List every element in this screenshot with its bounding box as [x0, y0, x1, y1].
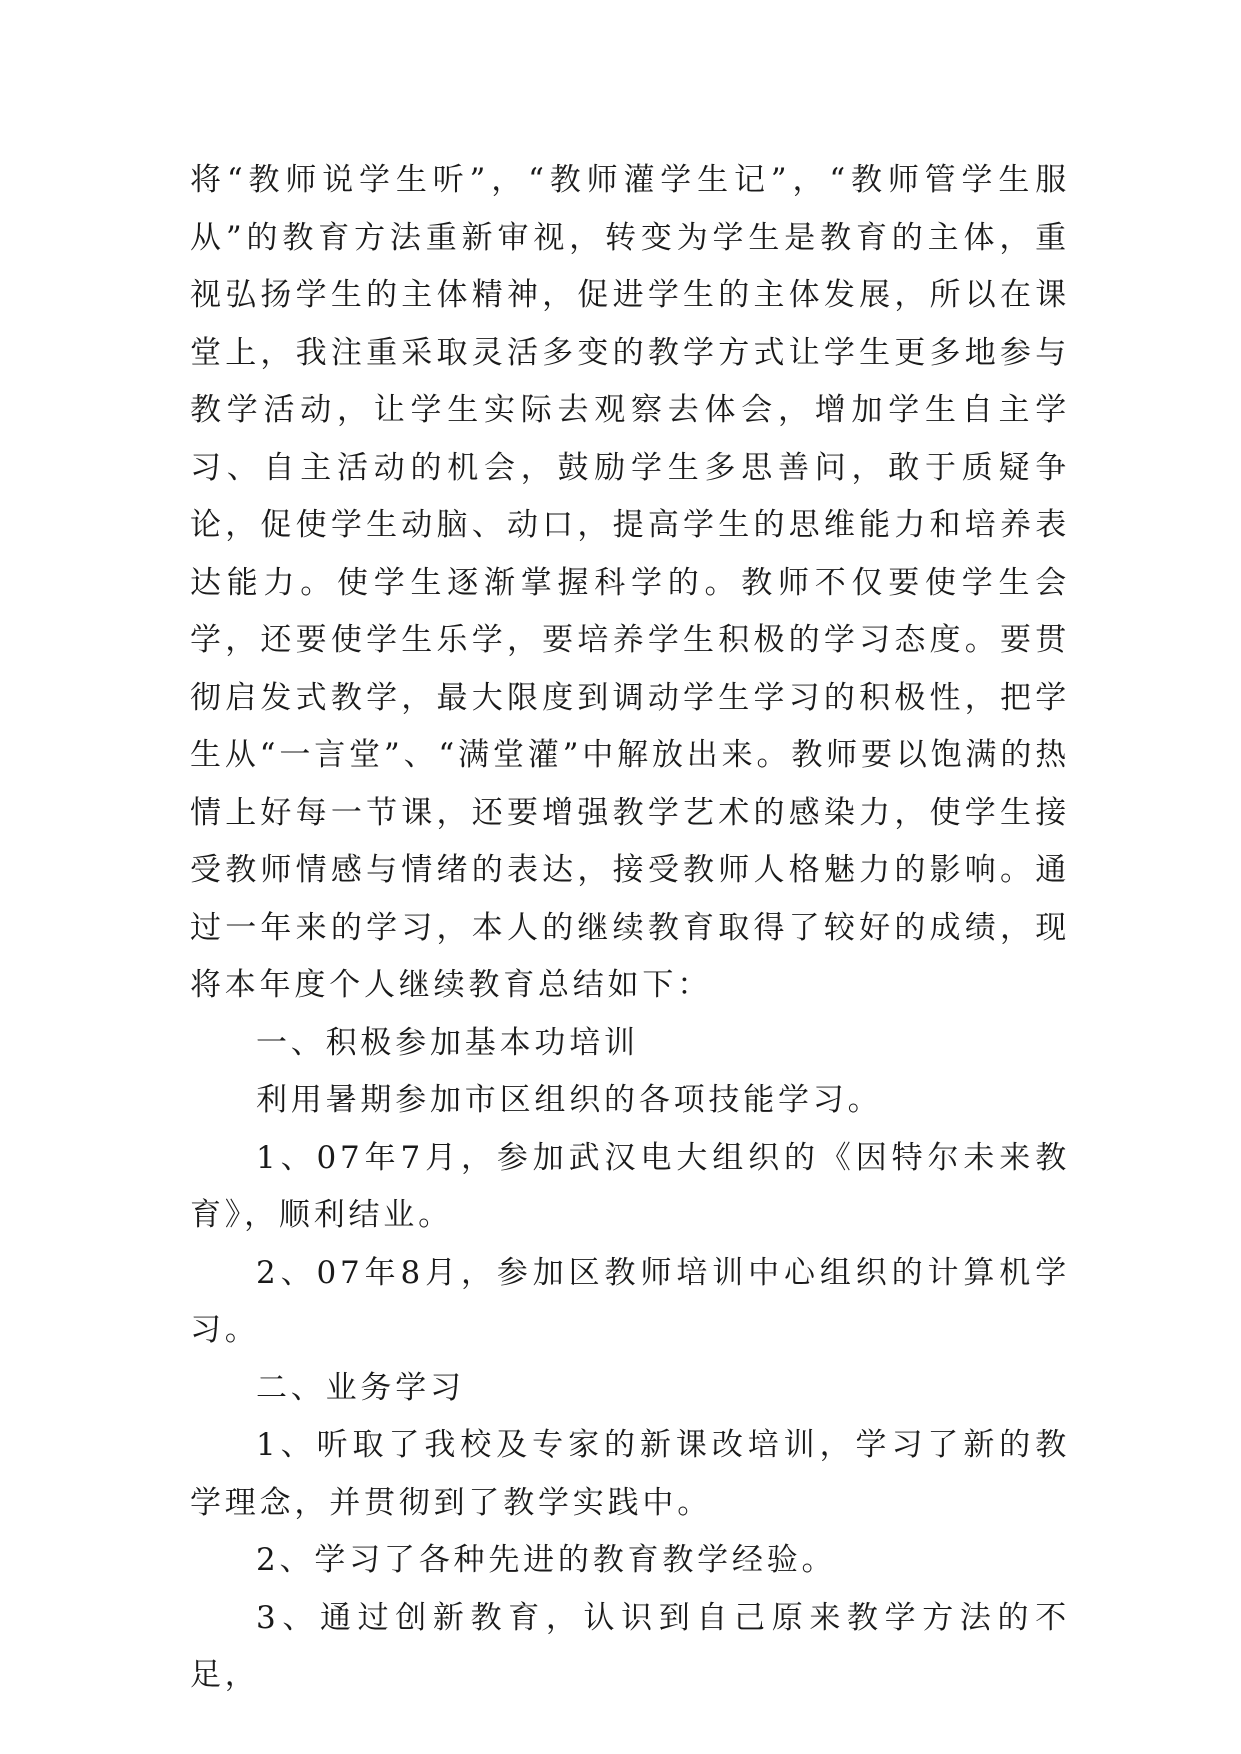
list-item: 1、07年7月，参加武汉电大组织的《因特尔未来教育》，顺利结业。	[190, 1139, 1070, 1233]
list-item: 1、听取了我校及专家的新课改培训，学习了新的教学理念，并贯彻到了教学实践中。	[190, 1427, 1070, 1521]
list-item: 3、通过创新教育，认识到自己原来教学方法的不足，	[190, 1599, 1070, 1693]
section-heading-basic-skills: 一、积极参加基本功培训	[256, 1024, 639, 1061]
body-paragraph: 利用暑期参加市区组织的各项技能学习。	[256, 1082, 883, 1118]
document-page	[190, 152, 1070, 1705]
list-item: 2、07年8月，参加区教师培训中心组织的计算机学习。	[190, 1254, 1070, 1348]
body-paragraph: 将“教师说学生听”，“教师灌学生记”，“教师管学生服从”的教育方法重新审视，转变为学生是教育的主体，重视弘扬学生的主体精神，促进学生的主体发展，所以在课堂上，我注重采取灵活多变的教学方式让学生更多地参与教学活动，让学生实际去观察去体会，增加学生自主学习、自主活动的机会，鼓励学生多思善问，敢于质疑争论，促使学生动脑、动口，提高学生的思维能力和培养表达能力。使学生逐渐掌握科学的。教师不仅要使学生会学，还要使学生乐学，要培养学生积极的学习态度。要贯彻启发式教学，最大限度到调动学生学习的积极性，把学生从“一言堂”、“满堂灌”中解放出来。教师要以饱满的热情上好每一节课，还要增强教学艺术的感染力，使学生接受教师情感与情绪的表达，接受教师人格魅力的影响。通过一年来的学习，本人的继续教育取得了较好的成绩，现将本年度个人继续教育总结如下：	[190, 162, 1070, 1003]
section-heading-business-study: 二、业务学习	[256, 1369, 465, 1406]
list-item: 2、学习了各种先进的教育教学经验。	[256, 1542, 837, 1578]
